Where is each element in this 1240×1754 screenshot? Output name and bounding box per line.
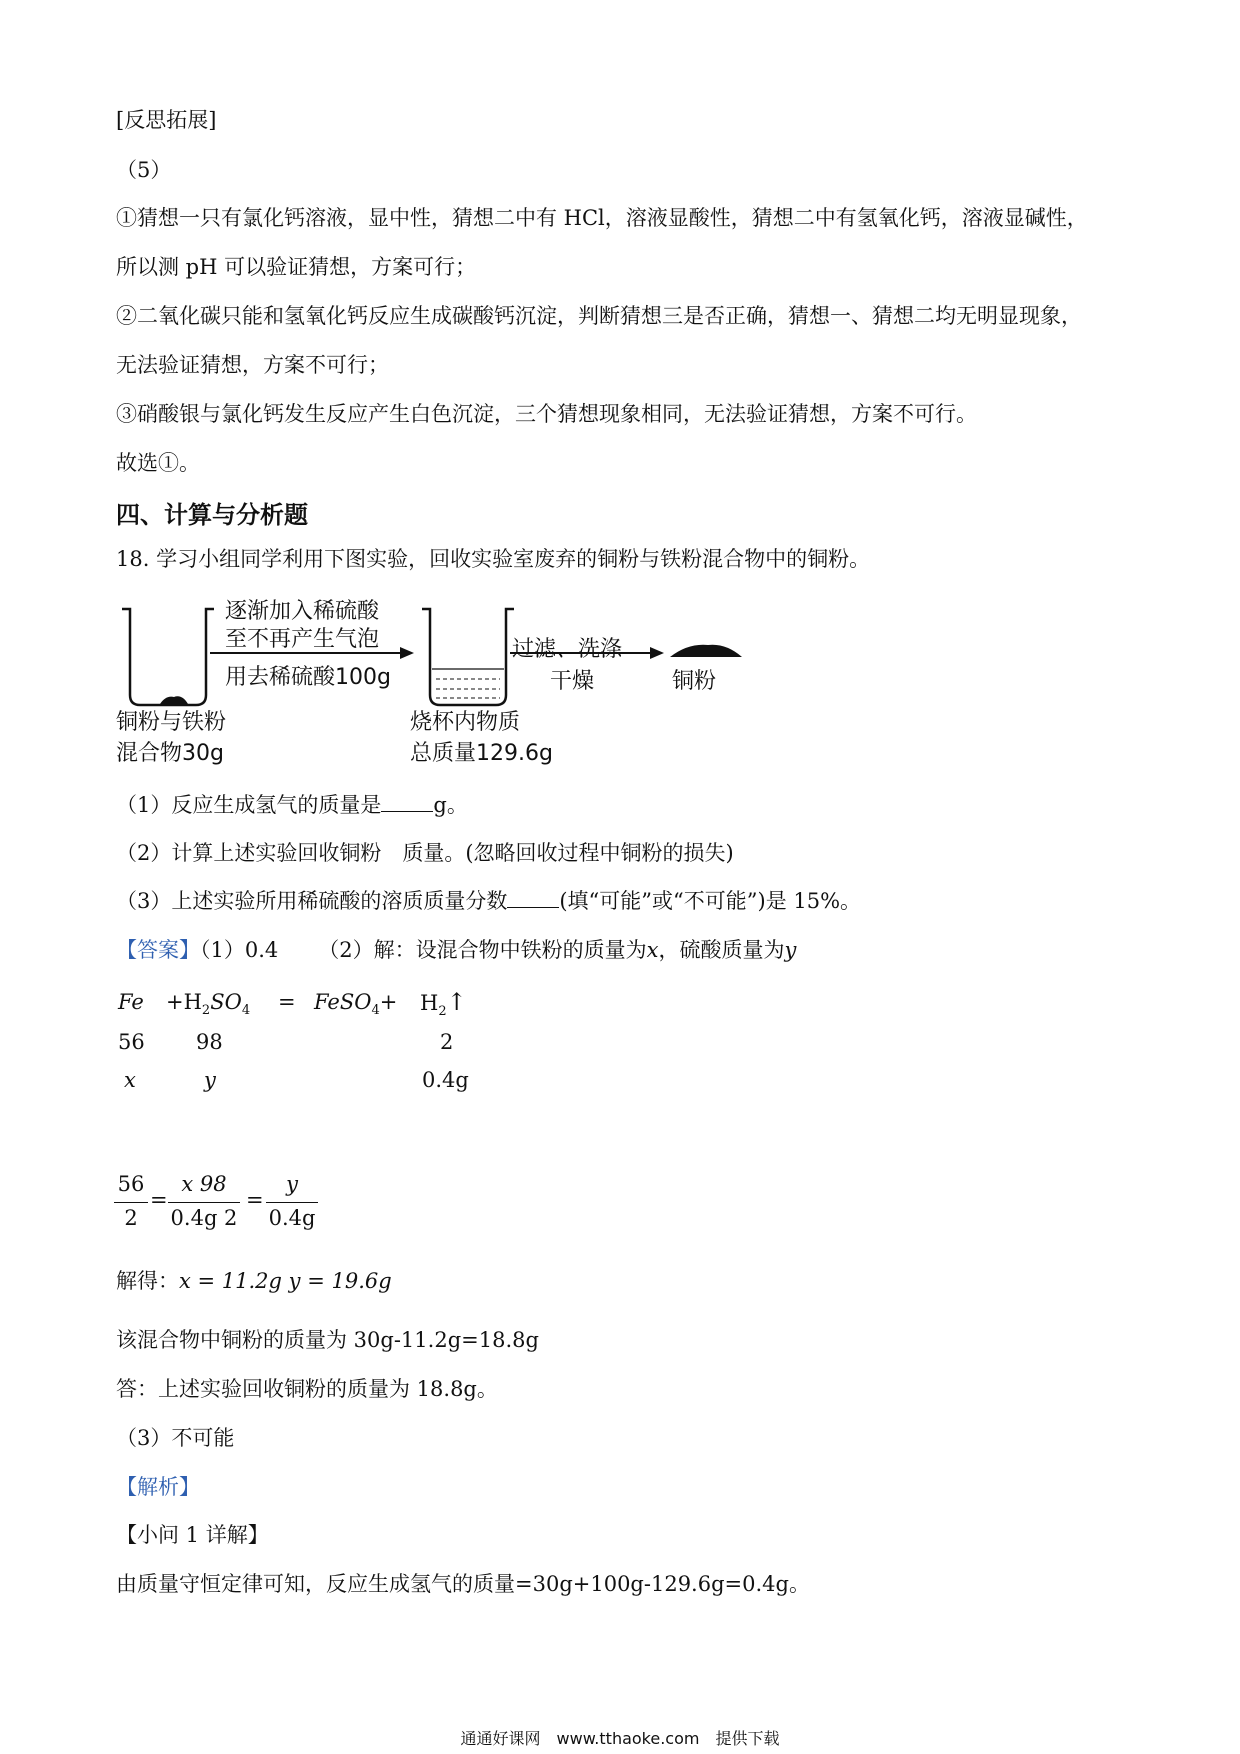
beaker-2-label-1: 烧杯内物质: [410, 710, 521, 735]
beaker-1-label-2: 混合物30g: [116, 741, 224, 766]
beaker-2-label-2: 总质量129.6g: [410, 741, 553, 766]
arrow-2-label-1: 过滤、洗涤: [512, 637, 623, 662]
analysis-tag: 【解析】: [116, 1475, 200, 1499]
conclusion-line: 答：上述实验回收铜粉的质量为 18.8g。: [116, 1377, 498, 1401]
reflection-para-1a: ①猜想一只有氯化钙溶液，显中性，猜想二中有 HCl，溶液显酸性，猜想二中有氢氧化钙，溶液显碱性，: [116, 206, 1088, 230]
question-5-label: （5）: [116, 158, 172, 182]
beaker-1-label-1: 铜粉与铁粉: [116, 710, 227, 735]
reflection-para-1b: 所以测 pH 可以验证猜想，方案可行；: [116, 255, 477, 279]
arrow-1-label-1: 逐渐加入稀硫酸: [225, 599, 380, 624]
copper-powder-icon: [670, 645, 742, 657]
answer-blank-1: [381, 791, 433, 812]
reflection-para-3: ③硝酸银与氯化钙发生反应产生白色沉淀，三个猜想现象相同，无法验证猜想，方案不可行。: [116, 402, 977, 426]
reflection-title: [反思拓展]: [116, 108, 217, 132]
beaker-1-icon: [122, 609, 214, 705]
reflection-para-2b: 无法验证猜想，方案不可行；: [116, 353, 389, 377]
sub-question-3: （3）上述实验所用稀硫酸的溶质质量分数 (填“可能”或“不可能”)是 15%。: [116, 889, 862, 913]
reflection-choice: 故选①。: [116, 451, 200, 475]
answer-3-line: （3）不可能: [116, 1426, 235, 1450]
detail-1-heading: 【小问 1 详解】: [116, 1523, 269, 1547]
arrow-2-label-2: 干燥: [550, 669, 595, 694]
reflection-para-2a: ②二氧化碳只能和氢氧化钙反应生成碳酸钙沉淀，判断猜想三是否正确，猜想一、猜想二均无明显现象，: [116, 304, 1082, 328]
copper-mass-line: 该混合物中铜粉的质量为 30g-11.2g=18.8g: [116, 1328, 539, 1352]
question-18-stem: 18. 学习小组同学利用下图实验，回收实验室废弃的铜粉与铁粉混合物中的铜粉。: [116, 547, 871, 571]
answer-tag: 【答案】: [116, 938, 200, 962]
product-label: 铜粉: [672, 669, 717, 694]
beaker-2-icon: [422, 609, 514, 705]
arrow-1-label-2: 至不再产生气泡: [225, 627, 380, 652]
answer-line: 【答案】（1）0.4 （2）解：设混合物中铁粉的质量为x，硫酸质量为y: [116, 938, 797, 962]
page-footer: 通通好课网 www.tthaoke.com 提供下载: [460, 1729, 780, 1748]
arrow-1-label-3: 用去稀硫酸100g: [225, 665, 391, 690]
detail-1-text: 由质量守恒定律可知，反应生成氢气的质量=30g+100g-129.6g=0.4g。: [116, 1572, 810, 1596]
section-heading: 四、计算与分析题: [116, 501, 308, 529]
answer-blank-3: [507, 887, 559, 908]
sub-question-2: （2）计算上述实验回收铜粉 质量。(忽略回收过程中铜粉的损失): [116, 841, 734, 865]
sub-question-1: （1）反应生成氢气的质量是 g。: [116, 793, 468, 817]
solve-line: 解得：x = 11.2g y = 19.6g: [116, 1269, 392, 1293]
